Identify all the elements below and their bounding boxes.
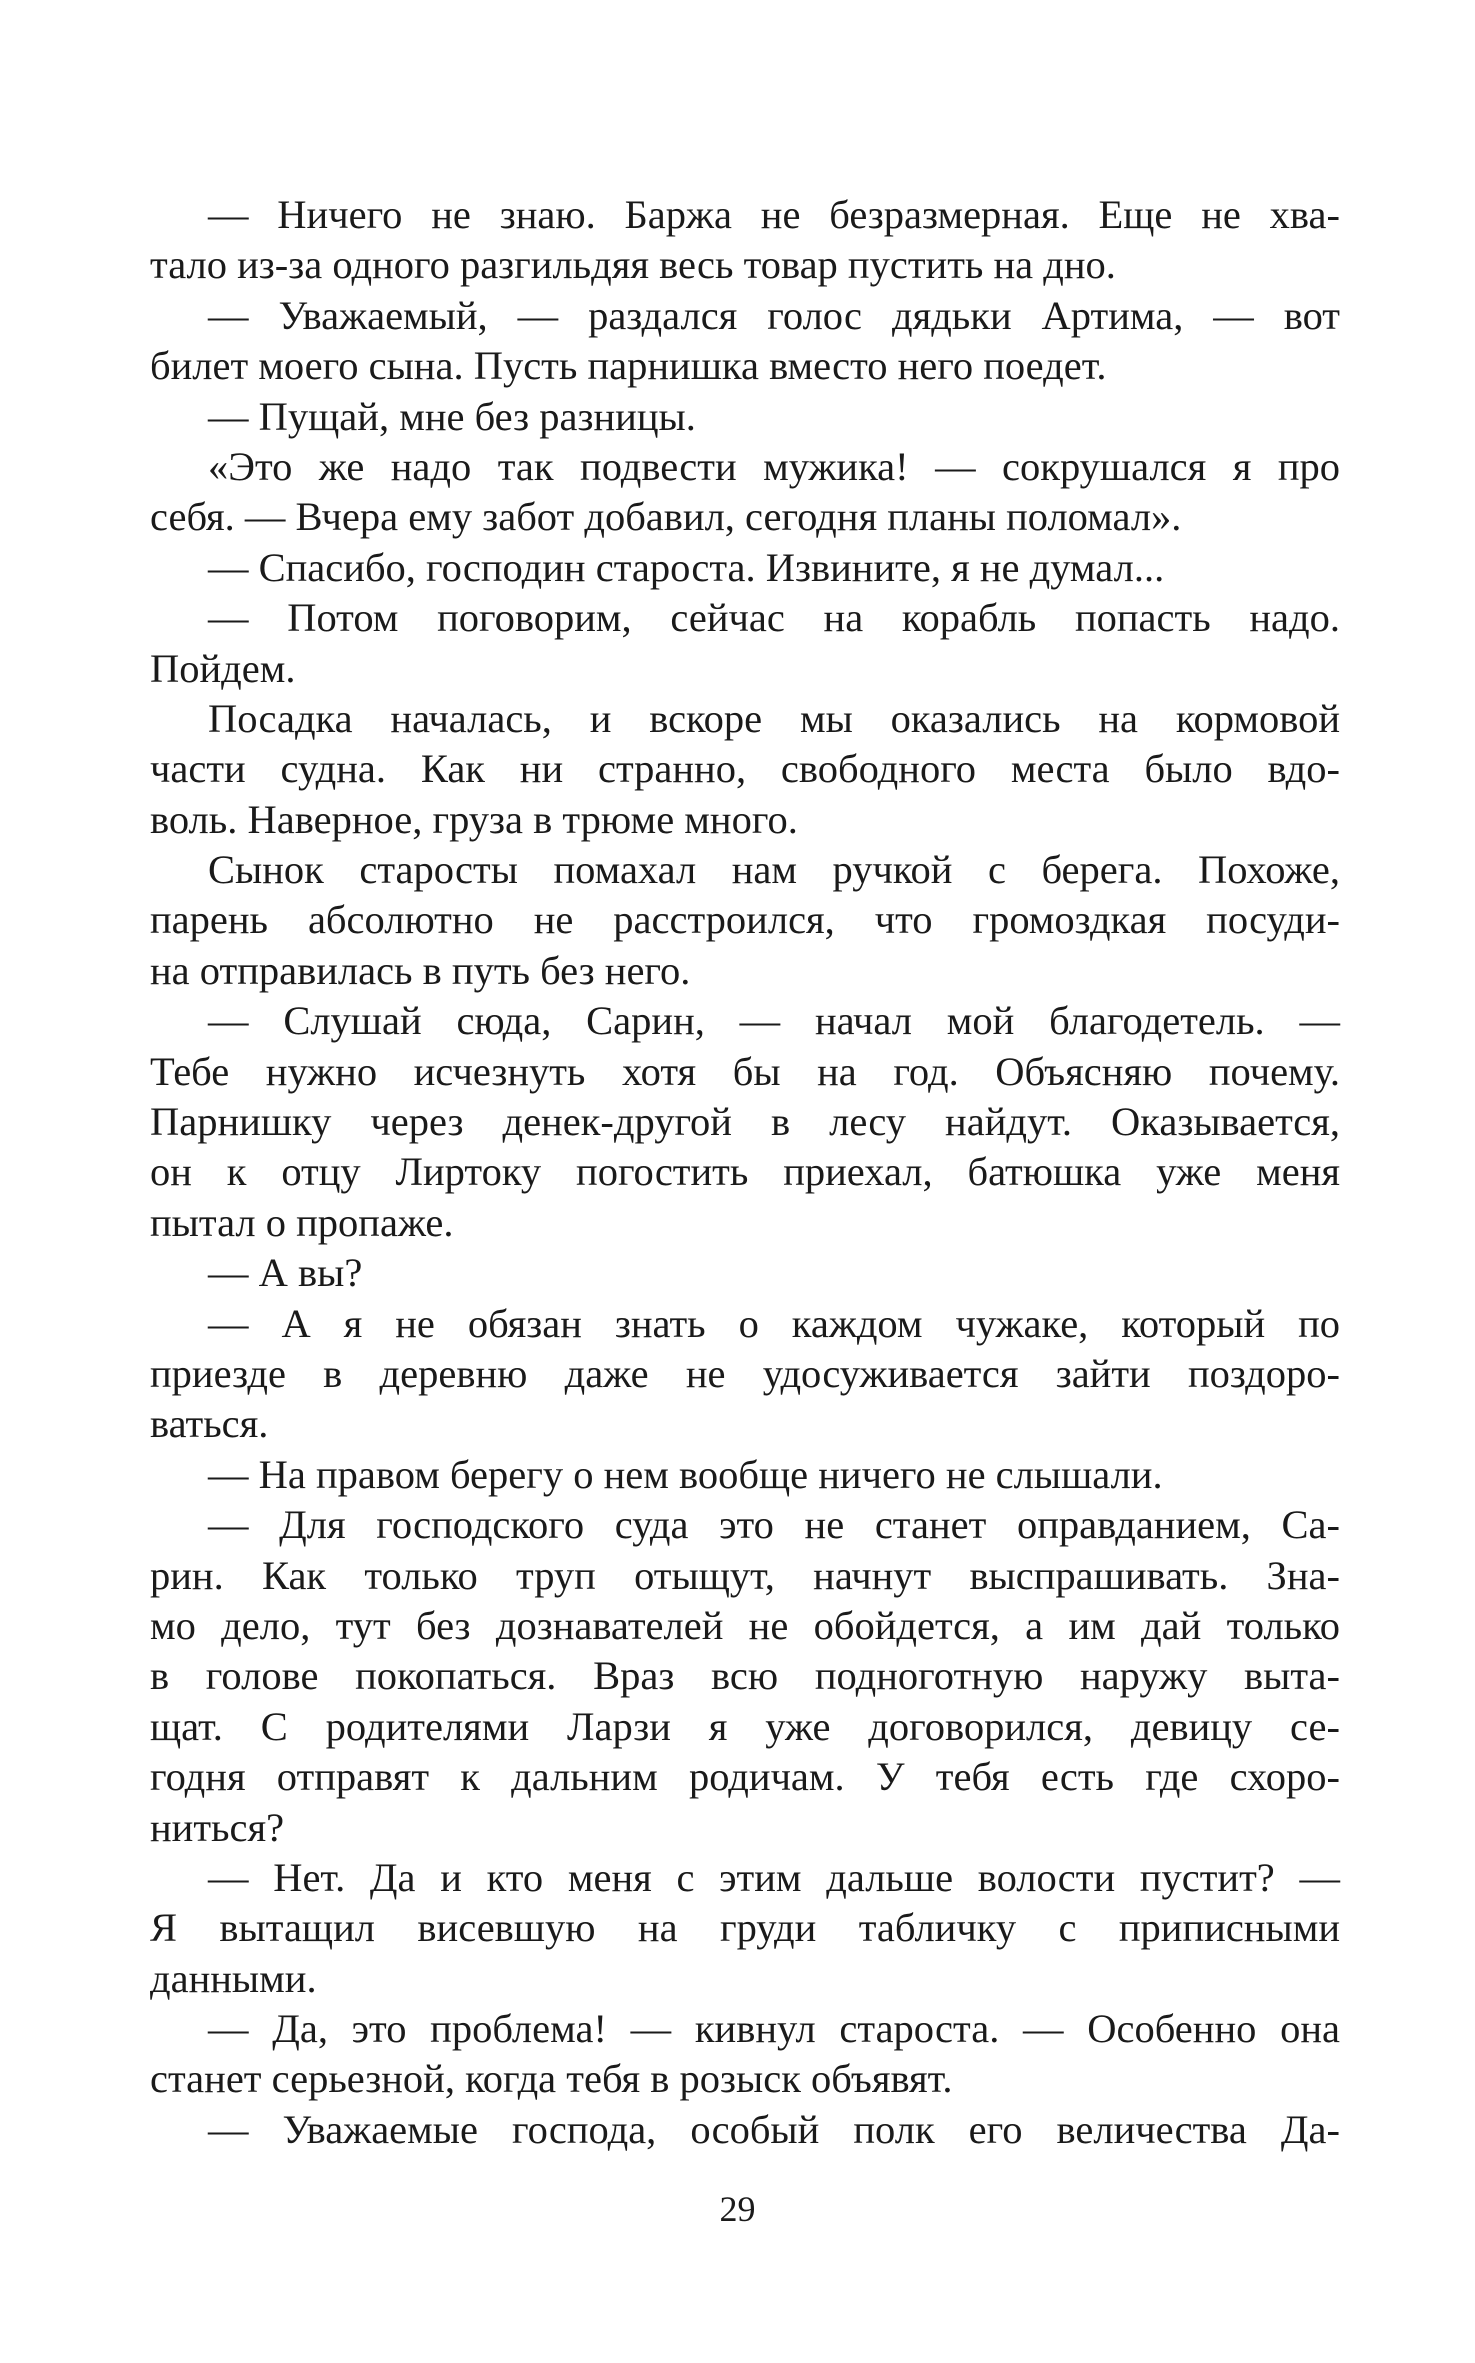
text-line: он к отцу Лиртоку погостить приехал, батюшка уже меня [150, 1149, 1340, 1195]
text-line: на отправилась в путь без него. [150, 947, 691, 993]
text-line: ниться? [150, 1804, 285, 1850]
text-line: Тебе нужно исчезнуть хотя бы на год. Объясняю почему. [150, 1048, 1340, 1094]
text-line: — Для господского суда это не станет оправданием, Са- [208, 1502, 1340, 1548]
text-line: Парнишку через денек-другой в лесу найдут. Оказывается, [150, 1099, 1340, 1145]
text-line: — Слушай сюда, Сарин, — начал мой благодетель. — [208, 998, 1340, 1044]
text-line: ваться. [150, 1401, 269, 1447]
text-line: — Пущай, мне без разницы. [208, 393, 696, 439]
text-line: Посадка началась, и вскоре мы оказались на кормовой [208, 695, 1340, 741]
text-line: щат. С родителями Ларзи я уже договорился, девицу се- [150, 1703, 1340, 1749]
text-line: в голове покопаться. Враз всю подноготную наружу выта- [150, 1653, 1340, 1699]
text-line: «Это же надо так подвести мужика! — сокрушался я про [208, 443, 1340, 489]
text-line: — А я не обязан знать о каждом чужаке, который по [208, 1300, 1340, 1346]
text-line: — Потом поговорим, сейчас на корабль попасть надо. [208, 595, 1340, 641]
text-line: — На правом берегу о нем вообще ничего не слышали. [208, 1451, 1163, 1497]
text-line: парень абсолютно не расстроился, что громоздкая посуди- [150, 897, 1340, 943]
text-line: — Уважаемый, — раздался голос дядьки Артима, — вот [208, 292, 1340, 338]
text-line: — Нет. Да и кто меня с этим дальше волости пустит? — [208, 1854, 1340, 1900]
text-line: — Ничего не знаю. Баржа не безразмерная. Еще не хва- [208, 192, 1340, 237]
text-line: Сынок старосты помахал нам ручкой с берега. Похоже, [208, 847, 1340, 893]
text-line: себя. — Вчера ему забот добавил, сегодня планы поломал». [150, 494, 1182, 540]
text-line: — А вы? [208, 1250, 363, 1296]
text-line: станет серьезной, когда тебя в розыск объявят. [150, 2056, 953, 2102]
text-line: воль. Наверное, груза в трюме много. [150, 796, 798, 842]
text-line: Я вытащил висевшую на груди табличку с приписными [150, 1905, 1340, 1951]
text-line: рин. Как только труп отыщут, начнут выспрашивать. Зна- [150, 1552, 1340, 1598]
page-number: 29 [719, 2189, 756, 2229]
text-line: части судна. Как ни странно, свободного места было вдо- [150, 746, 1340, 792]
text-line: — Да, это проблема! — кивнул староста. — Особенно она [208, 2006, 1340, 2052]
text-line: пытал о пропаже. [150, 1199, 454, 1245]
text-line: приезде в деревню даже не удосуживается зайти поздоро- [150, 1350, 1340, 1396]
text-line: годня отправят к дальним родичам. У тебя есть где схоро- [150, 1754, 1340, 1800]
text-line: — Спасибо, господин староста. Извините, я не думал... [208, 544, 1165, 590]
text-line: — Уважаемые господа, особый полк его величества Да- [208, 2106, 1340, 2152]
body-text [150, 190, 1340, 2155]
text-line: билет моего сына. Пусть парнишка вместо него поедет. [150, 343, 1107, 389]
text-line: Пойдем. [150, 645, 296, 691]
text-line: мо дело, тут без дознавателей не обойдется, а им дай только [150, 1602, 1340, 1648]
text-line: тало из-за одного разгильдяя весь товар пустить на дно. [150, 242, 1116, 288]
text-line: данными. [150, 1955, 317, 2001]
